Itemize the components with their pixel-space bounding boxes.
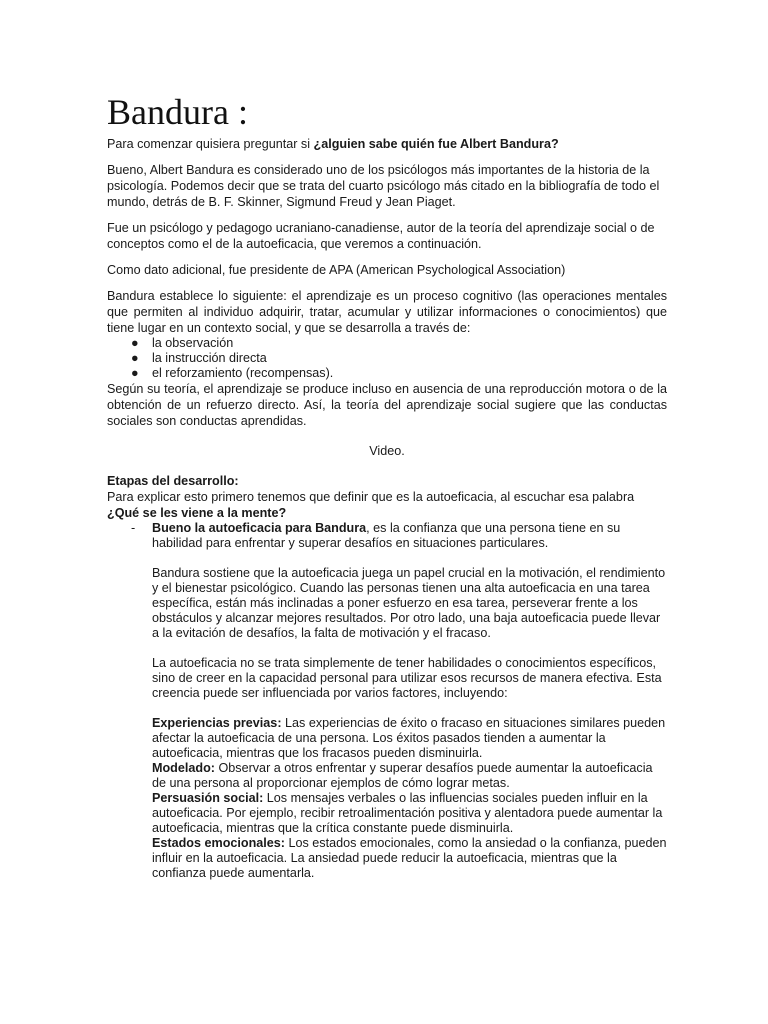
learning-methods-list [107, 336, 667, 381]
factor-text: Las experiencias de éxito o fracaso en situaciones similares pueden afectar la autoeficacia de una persona. Los éxitos pasados tienden a aumentar la autoeficacia, mientras que los fracasos pueden disminuirla. [152, 716, 666, 760]
paragraph-learning-process: Bandura establece lo siguiente: el aprendizaje es un proceso cognitivo (las operaciones mentales que permiten al individuo adquirir, tratar, acumular y utilizar informaciones o conocimientos) que tiene lugar en un contexto social, y que se desarrolla a través de: [107, 289, 667, 335]
factor-text: Los mensajes verbales o las influencias sociales pueden influir en la autoeficacia. Por ejemplo, recibir retroalimentación positiva y alentadora puede aumentar la autoeficacia, mientras que la crítica constante puede disminuirla. [152, 791, 663, 835]
paragraph-motivation: Bandura sostiene que la autoeficacia juega un papel crucial en la motivación, el rendimiento y el bienestar psicológico. Cuando las personas tienen una alta autoeficacia en una tarea específica, están más inclinadas a poner esfuerzo en esa tarea, perseverar frente a los obstáculos y alcanzar mejores resultados. Por otro lado, una baja autoeficacia puede llevar a la evitación de desafíos, la falta de motivación y el fracaso. [152, 566, 666, 640]
stages-intro-line: Para explicar esto primero tenemos que definir que es la autoeficacia, al escuchar esa palabra [107, 490, 635, 504]
paragraph-apa: Como dato adicional, fue presidente de APA (American Psychological Association) [107, 263, 566, 277]
list-item [107, 351, 667, 366]
video-label: Video. [369, 444, 405, 458]
factor-label: Estados emocionales: [152, 836, 285, 850]
list-item-text: la instrucción directa [152, 351, 267, 365]
stages-question: ¿Qué se les viene a la mente? [107, 506, 287, 520]
stages-section [107, 473, 667, 521]
paragraph-social-learning: Según su teoría, el aprendizaje se produce incluso en ausencia de una reproducción motora o de la obtención de un refuerzo directo. Así, la teoría del aprendizaje social sugiere que las conductas sociales son conductas aprendidas. [107, 382, 667, 428]
page-title: Bandura : [107, 92, 248, 132]
intro-question: ¿alguien sabe quién fue Albert Bandura? [313, 137, 559, 151]
factor-label: Persuasión social: [152, 791, 264, 805]
definition-text: , es la confianza que una persona tiene en su habilidad para enfrentar y superar desafíos en situaciones particulares. [152, 521, 621, 550]
paragraph-bandura-importance: Bueno, Albert Bandura es considerado uno de los psicólogos más importantes de la historia de la psicología. Podemos decir que se trata del cuarto psicólogo más citado en la bibliografía de todo el mundo, detrás de B. F. Skinner, Sigmund Freud y Jean Piaget. [107, 163, 660, 209]
list-item-text: el reforzamiento (recompensas). [152, 366, 334, 380]
intro-paragraph [107, 136, 667, 152]
factor-text: Los estados emocionales, como la ansiedad o la confianza, pueden influir en la autoeficacia. La ansiedad puede reducir la autoeficacia, mientras que la confianza puede aumentarla. [152, 836, 667, 880]
definition-item [107, 521, 667, 551]
factor-item [107, 716, 667, 761]
factor-item [107, 836, 667, 881]
list-item-text: la observación [152, 336, 234, 350]
stages-heading: Etapas del desarrollo: [107, 474, 239, 488]
intro-prefix: Para comenzar quisiera preguntar si [107, 137, 314, 151]
factor-label: Experiencias previas: [152, 716, 282, 730]
factor-item [107, 791, 667, 836]
bullet-icon: ● [131, 351, 139, 365]
list-item [107, 366, 667, 381]
document-page [107, 92, 667, 881]
dash-marker: - [131, 521, 136, 535]
bullet-icon: ● [131, 366, 139, 380]
factor-text: Observar a otros enfrentar y superar desafíos puede aumentar la autoeficacia de una persona al proporcionar ejemplos de cómo lograr metas. [152, 761, 653, 790]
factor-item [107, 761, 667, 791]
list-item [107, 336, 667, 351]
definition-bold: Bueno la autoeficacia para Bandura [152, 521, 367, 535]
bullet-icon: ● [131, 336, 139, 350]
paragraph-bandura-origin: Fue un psicólogo y pedagogo ucraniano-canadiense, autor de la teoría del aprendizaje social o de conceptos como el de la autoeficacia, que veremos a continuación. [107, 221, 655, 251]
paragraph-belief: La autoeficacia no se trata simplemente de tener habilidades o conocimientos específicos, sino de creer en la capacidad personal para utilizar esos recursos de manera efectiva. Esta creencia puede ser influenciada por varios factores, incluyendo: [152, 656, 662, 700]
factor-label: Modelado: [152, 761, 215, 775]
